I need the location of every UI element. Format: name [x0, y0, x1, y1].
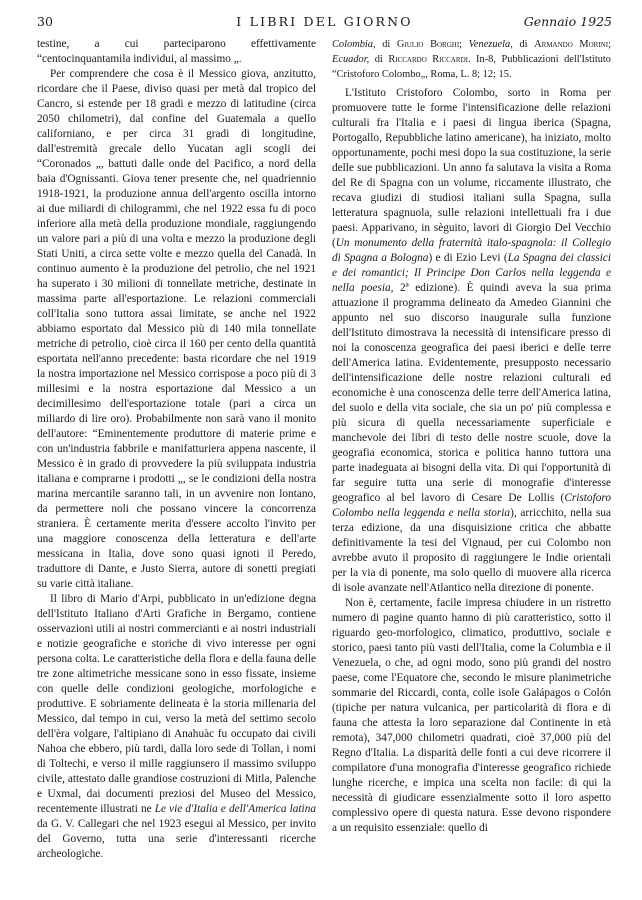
journal-title: I LIBRI DEL GIORNO: [236, 14, 413, 29]
cited-title: Le vie d'Italia e dell'America latina: [154, 803, 316, 815]
right-column: [332, 37, 611, 836]
left-column: [37, 37, 316, 862]
paragraph: Per comprendere che cosa è il Messico giova, anzitutto, ricordare che il Paese, diviso quasi per metà dal tropico del Cancro, si estende per 18 gradi e mezzo di latitudine (circa 2050 chilometri), dal confine del Guatemala a quello californiano, e per circa 31 gradi di longitudine, dall'estremità grecale dello Yucatan agli scogli dei “Coronados „, battuti dalle onde del Pacifico, a nord della baia d'Ognissanti. Giova tener presente che, nel quadriennio 1918-1921, la produzione annua dell'argento oscilla intorno ai due miliardi di chilogrammi, che nel 1922 essa fu di poco inferiore alla metà della produzione mondiale, raggiungendo un valore pari a più di una volta e mezzo la produzione degli Stati Uniti, a circa sette volte e mezzo quella del Canadà. In continuo aumento è la produzione del petrolio, che nel 1921 ha superato i 30 milioni di tonnellate metriche, destinate in massima parte all'esportazione. Le relazioni commerciali coll'Italia sono tuttora assai limitate, se anche nel 1922 abbiamo esportato dal Messico più di 140 mila tonnellate metriche di petrolio, cioè circa il 160 per cento della quantità esportata nell'anno precedente: basta ricordare che nel 1919 la nostra importazione nel Messico corrispose a poco più di 3 millesimi e la nostra esportazione dal Messico a un decimillesimo dell'esportazione totale (pari a circa un miliardo di lire oro). Probabilmente non sarà vano il monito dell'autore: “Eminentemente produttore di materie prime e con un'industria fabbrile e manifatturiera appena nascente, il Messico è in grado di provvedere la più sviluppata industria italiana e comprarne i prodotti „, se le condizioni della nostra marina mercantile saranno tali, in un avvenire non lontano, da permettere noli che possano vincere la concorrenza straniera. È certamente merita d'essere accolto l'invito per una maggiore conoscenza della letteratura e dell'arte messicana in Italia, dove sono quasi ignoti il Peredo, traduttore di Dante, e Justo Sierra, autore di sonetti pregiati su varie città italiane.: [37, 68, 316, 590]
book-reference: Colombia, di Giulio Borghi; Venezuela, di Armando Morini; Ecuador, di Riccardo Riccardi. In-8, Pubblicazioni dell'Istituto “Cristoforo Colombo„, Roma, L. 8; 12; 15.: [332, 39, 611, 80]
issue-date: Gennaio 1925: [523, 14, 612, 29]
paragraph: Non è, certamente, facile impresa chiudere in un ristretto numero di pagine quanto hanno di più caratteristico, sotto il riguardo geo-morfologico, climatico, produttivo, sociale e storico, paesi tanto più vasti dell'Italia, come la Columbia e il Venezuela, o che, ad ogni modo, sono più grandi del nostro paese, come l'Equatore che, secondo le misure planimetriche sommarie del Riccardi, conta, colle isole Galápagos o Colón (tipiche per natura vulcanica, per particolarità di flora e di fauna che attesta la loro separazione dal Continente in età remota), 347,000 chilometri quadrati, cioè 37,000 più del Regno d'Italia. La disparità delle fonti a cui deve ricorrere il compilatore d'una monografia d'interesse geografico richiede lunghe ricerche, e impica una scelta non facile: di qui la necessità di giudicare essenzialmente sotto il loro aspetto complessivo opere di questa natura. Esse devono rispondere a un requisito essenziale: quello di: [332, 597, 611, 834]
running-header: [37, 14, 612, 32]
paragraph: Il libro di Mario d'Arpi, pubblicato in un'edizione degna dell'Istituto Italiano d'Arti Grafiche in Bergamo, contiene osservazioni utili ai nostri commercianti e ai nostri industriali e notizie geografiche e storiche di vivo interesse per ogni persona colta. Le caratteristiche della flora e della fauna delle tre zone altimetriche messicane sono in esso fissate, insieme con quelle delle condizioni geologiche, morfologiche e produttive. E sobriamente delineata è la storia millenaria del Messico, dal tempo in cui, verso la metà del settimo secolo dell'èra volgare, l'altipiano di Anahuàc fu occupato dai civili Nahoa che ebbero, più tardi, dalla loro sede di Tollan, i nomi di Toltechi, e verso il mille raggiunsero il massimo sviluppo civile, attestato dalle grandiose costruzioni di Mitla, Palenche e Uxmal, dai documenti preziosi del Museo del Messico, recentemente illustrati ne Le vie d'Italia e dell'America latina da G. V. Callegari che nel 1923 esegui al Messico, per invito del Governo, tutta una serie d'interessanti ricerche archeologiche.: [37, 593, 316, 860]
page-number: 30: [37, 14, 53, 29]
paragraph: L'Istituto Cristoforo Colombo, sorto in Roma per promuovere tutte le forme l'intensificazione delle relazioni culturali fra l'Italia e i paesi di lingua iberica (Spagna, Portogallo, Repubbliche latino americane), ha iniziato, molto opportunamente, pochi mesi dopo la sua costituzione, la serie delle sue pubblicazioni. Un anno fa salutava la visita a Roma del Re di Spagna con un volume, riccamente illustrato, che recava giudizi di studiosi italiani sulla Spagna, sulla letteratura spagnuola, sulle relazioni intellettuali fra i due paesi. Apparivano, in sèguito, lavori di Giorgio Del Vecchio (Un monumento della fraternità italo-spagnola: il Collegio di Spagna a Bologna) e di Ezio Levi (La Spagna dei classici e dei romantici; Il Principe Don Carlos nella leggenda e nella poesia, 2ª edizione). È quindi aveva la sua prima attuazione il programma delineato da Amedeo Giannini che appunto nel suo discorso inaugurale sulla funzione dell'Istituto dimostrava la necessità di intensificare presso di noi la conoscenza geografica dei paesi iberici e delle terre dell'America latina. Evidentemente, presupposto necessario dell'intensificazione delle nostre relazioni culturali ed economiche è una conoscenza delle terre dell'America latina, del suolo e della vita sociale, che sia un po' più complessa e più sicura di quella necessariamente superficiale e manchevole dei libri di testo delle nostre scuole, dove la geografia economica, storica e politica hanno tuttora una parte inadeguata ai bisogni della vita. Di qui l'opportunità di far seguire tutta una serie di monografie d'interesse geografico al bel lavoro di Cesare De Lollis (Cristoforo Colombo nella leggenda e nella storia), arricchito, nella sua terza edizione, da una disquisizione critica che abbatte definitivamente la tesi del Vignaud, per cui Colombo non avrebbe avuto il proposito di raggiungere le Indie orientali per la via di ponente, ma solo quello di muovere alla ricerca di isole avanzate nell'Atlantico nella direzione di ponente.: [332, 87, 612, 594]
paragraph: testine, a cui parteciparono effettivamente “centocinquantamila individui, al massimo „.: [37, 38, 316, 65]
